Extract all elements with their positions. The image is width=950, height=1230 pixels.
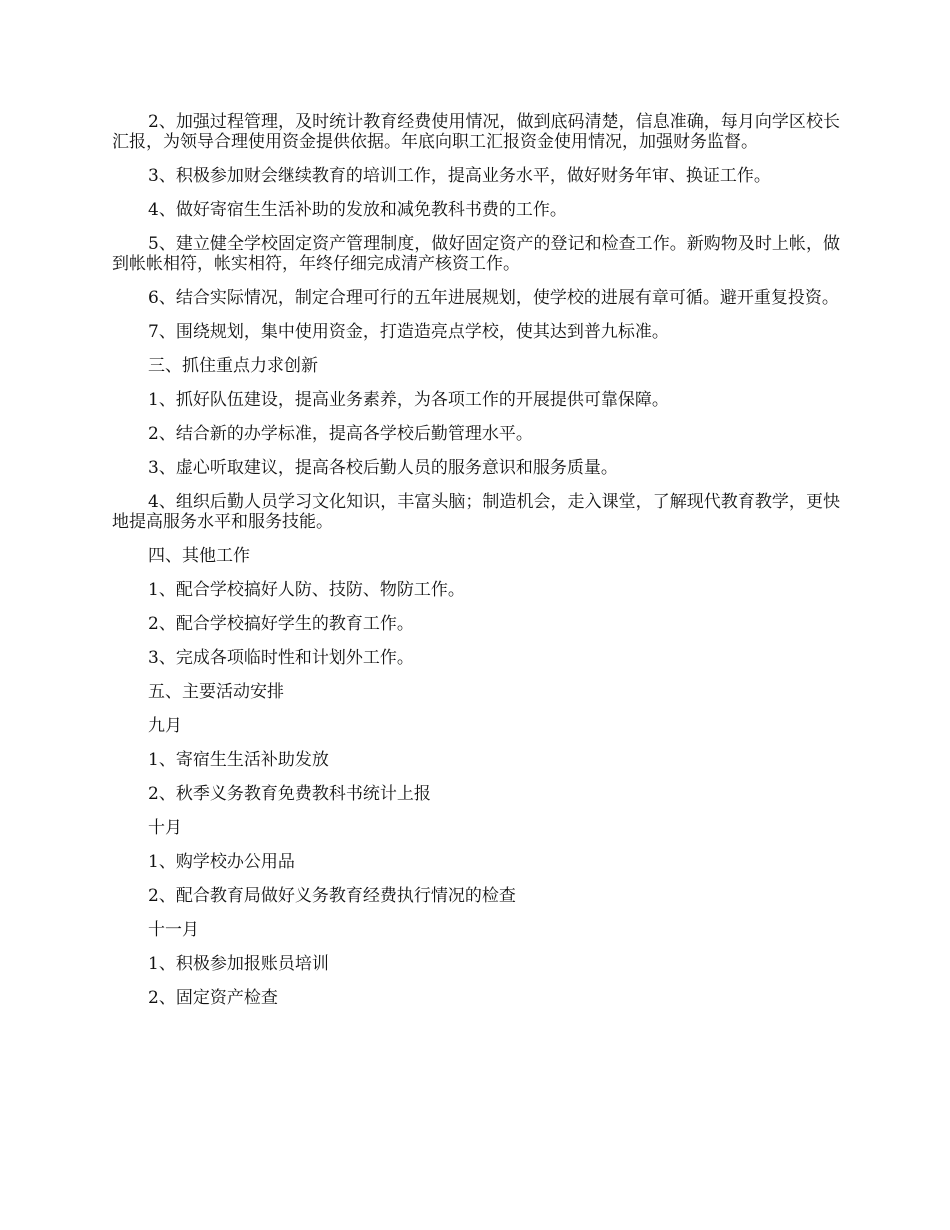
- paragraph-fund-usage: 7、围绕规划，集中使用资金，打造造亮点学校，使其达到普九标准。: [148, 322, 669, 342]
- list-item-nov-2: 2、固定资产检查: [148, 988, 278, 1008]
- paragraph-team-building: 1、抓好队伍建设，提高业务素养，为各项工作的开展提供可靠保障。: [148, 390, 669, 410]
- paragraph-staff-learning: 4、组织后勤人员学习文化知识，丰富头脑；制造机会，走入课堂，了解现代教育教学，更快地提高服务水平和服务技能。: [112, 492, 840, 532]
- paragraph-listen-suggestions: 3、虚心听取建议，提高各校后勤人员的服务意识和服务质量。: [148, 458, 618, 478]
- list-item-sept-2: 2、秋季义务教育免费教科书统计上报: [148, 784, 431, 804]
- month-heading-november: 十一月: [148, 920, 199, 940]
- month-heading-september: 九月: [148, 716, 182, 736]
- section-heading-other-work: 四、其他工作: [148, 546, 250, 566]
- paragraph-boarding-subsidy: 4、做好寄宿生生活补助的发放和减免教科书费的工作。: [148, 200, 567, 220]
- section-heading-focus-innovation: 三、抓住重点力求创新: [148, 356, 318, 376]
- paragraph-security-work: 1、配合学校搞好人防、技防、物防工作。: [148, 580, 465, 600]
- paragraph-five-year-plan: 6、结合实际情况，制定合理可行的五年进展规划，使学校的进展有章可循。避开重复投资。: [148, 288, 839, 308]
- list-item-nov-1: 1、积极参加报账员培训: [148, 954, 329, 974]
- section-heading-activity-schedule: 五、主要活动安排: [148, 682, 284, 702]
- paragraph-school-standards: 2、结合新的办学标准，提高各学校后勤管理水平。: [148, 424, 533, 444]
- list-item-sept-1: 1、寄宿生生活补助发放: [148, 750, 329, 770]
- paragraph-process-management: 2、加强过程管理，及时统计教育经费使用情况，做到底码清楚，信息准确，每月向学区校长汇报，为领导合理使用资金提供依据。年底向职工汇报资金使用情况，加强财务监督。: [112, 112, 840, 152]
- list-item-oct-1: 1、购学校办公用品: [148, 852, 295, 872]
- paragraph-temporary-work: 3、完成各项临时性和计划外工作。: [148, 648, 414, 668]
- document-body: [112, 112, 840, 1008]
- month-heading-october: 十月: [148, 818, 182, 838]
- paragraph-student-education: 2、配合学校搞好学生的教育工作。: [148, 614, 414, 634]
- paragraph-accounting-training: 3、积极参加财会继续教育的培训工作，提高业务水平，做好财务年审、换证工作。: [148, 166, 771, 186]
- list-item-oct-2: 2、配合教育局做好义务教育经费执行情况的检查: [148, 886, 516, 906]
- paragraph-fixed-assets: 5、建立健全学校固定资产管理制度，做好固定资产的登记和检查工作。新购物及时上帐，做到帐帐相符，帐实相符，年终仔细完成清产核资工作。: [112, 234, 840, 274]
